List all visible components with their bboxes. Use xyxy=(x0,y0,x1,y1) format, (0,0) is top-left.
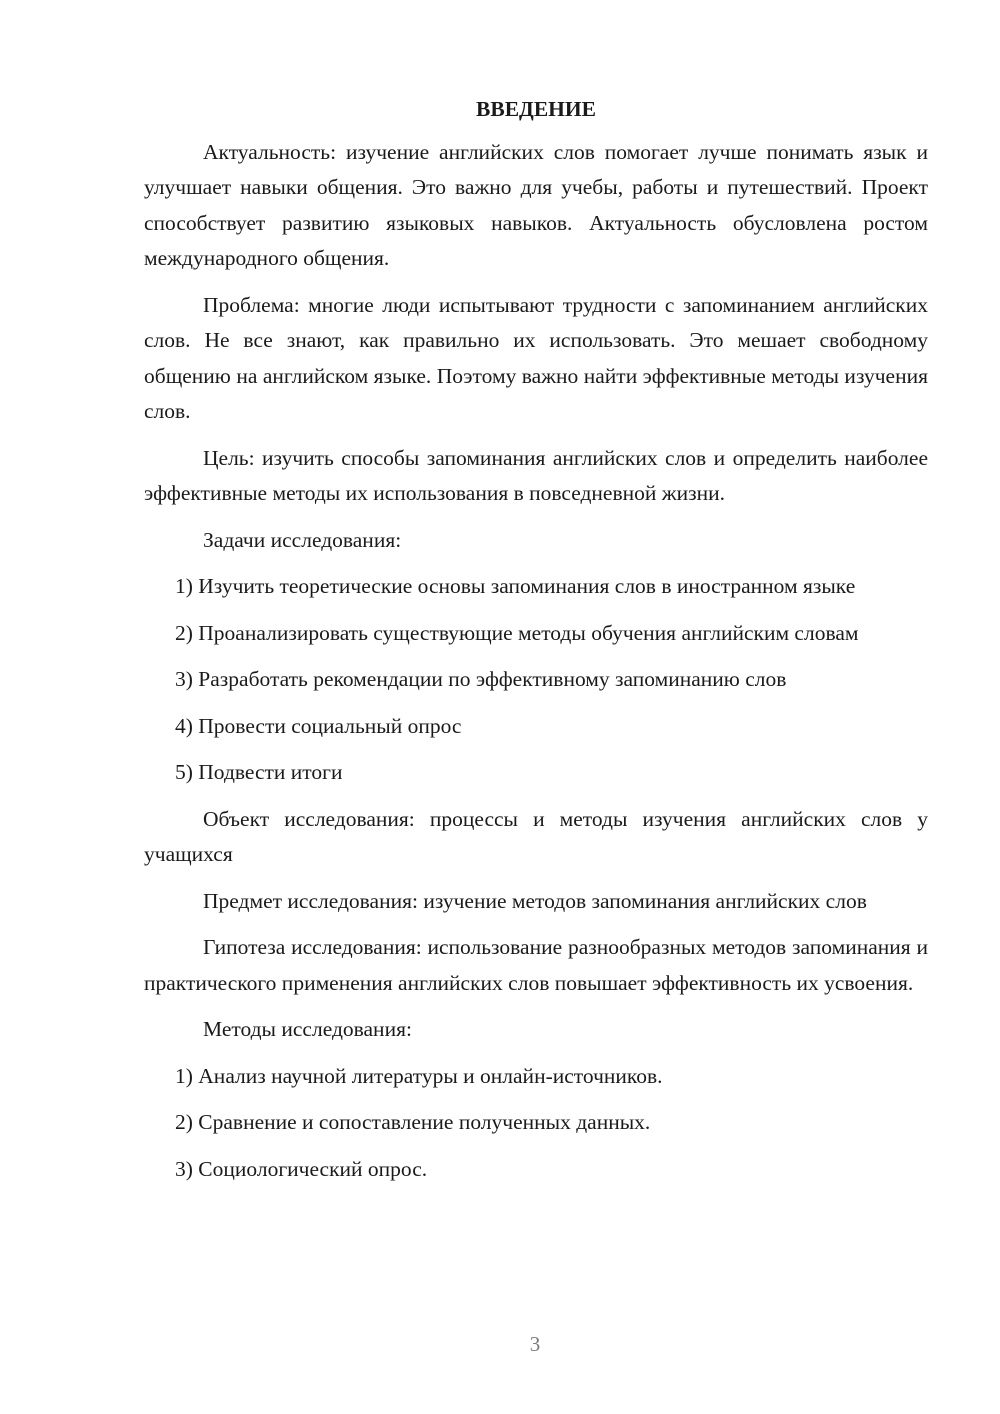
tasks-list xyxy=(144,569,928,791)
task-item: 1) Изучить теоретические основы запоминания слов в иностранном языке xyxy=(175,574,856,598)
task-item: 2) Проанализировать существующие методы обучения английским словам xyxy=(175,620,859,645)
task-item: 4) Провести социальный опрос xyxy=(175,713,462,738)
object-paragraph: Объект исследования: процессы и методы изучения английских слов у учащихся xyxy=(144,806,928,866)
task-item: 3) Разработать рекомендации по эффективному запоминанию слов xyxy=(175,667,787,691)
methods-label: Методы исследования: xyxy=(203,1017,412,1041)
method-item: 2) Сравнение и сопоставление полученных данных. xyxy=(175,1110,651,1134)
hypothesis-paragraph: Гипотеза исследования: использование разнообразных методов запоминания и практического применения английских слов повышает эффективность их усвоения. xyxy=(144,935,928,995)
page-number: 3 xyxy=(529,1332,541,1356)
method-item: 3) Социологический опрос. xyxy=(175,1156,428,1181)
problem-paragraph: Проблема: многие люди испытывают трудности с запоминанием английских слов. Не все знают, как правильно их использовать. Это мешает свободному общению на английском языке. Поэтому важно найти эффективные методы изучения слов. xyxy=(144,292,928,423)
document-page xyxy=(144,92,928,1198)
tasks-label: Задачи исследования: xyxy=(203,527,402,552)
goal-paragraph: Цель: изучить способы запоминания английских слов и определить наиболее эффективные методы их использования в повседневной жизни. xyxy=(144,445,928,505)
task-item: 5) Подвести итоги xyxy=(175,760,343,784)
method-item: 1) Анализ научной литературы и онлайн-источников. xyxy=(175,1063,663,1088)
subject-paragraph: Предмет исследования: изучение методов запоминания английских слов xyxy=(203,888,867,913)
relevance-paragraph: Актуальность: изучение английских слов помогает лучше понимать язык и улучшает навыки общения. Это важно для учебы, работы и путешествий. Проект способствует развитию языковых навыков. Актуальность обусловлена ростом международного общения. xyxy=(144,139,928,270)
page-title: ВВЕДЕНИЕ xyxy=(476,97,596,121)
methods-list xyxy=(144,1059,928,1188)
